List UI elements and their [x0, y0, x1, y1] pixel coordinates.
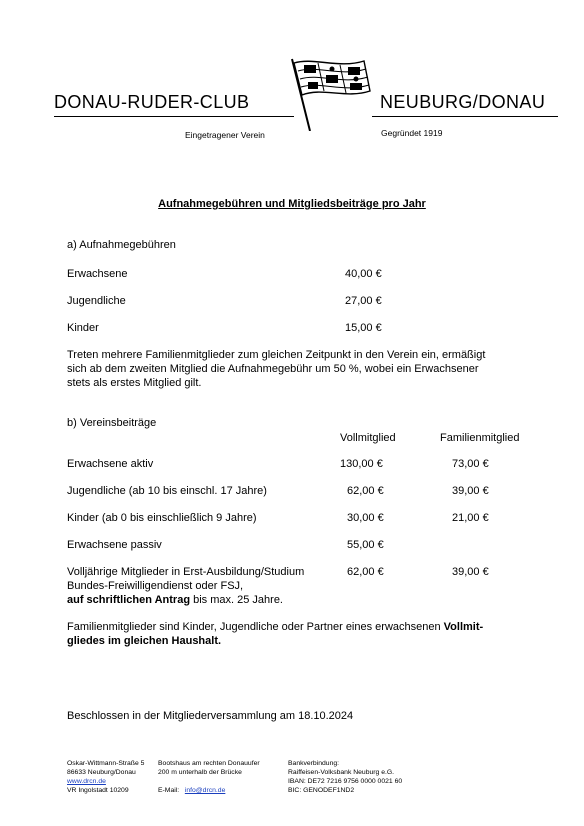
page-title: Aufnahmegebühren und Mitgliedsbeiträge pro Jahr: [158, 198, 426, 210]
fee-label-children: Kinder (ab 0 bis einschließlich 9 Jahre): [67, 512, 257, 524]
footer-email-link[interactable]: info@drcn.de: [184, 787, 226, 794]
footer-email-row: [158, 786, 260, 795]
admission-note-line-1: Treten mehrere Familienmitglieder zum gleichen Zeitpunkt in den Verein ein, ermäßigt: [67, 349, 486, 361]
admission-label-adults: Erwachsene: [67, 268, 128, 280]
fee-label-youth: Jugendliche (ab 10 bis einschl. 17 Jahre): [67, 485, 267, 497]
admission-note-line-2: sich ab dem zweiten Mitglied die Aufnahmegebühr um 50 %, wobei ein Erwachsener: [67, 363, 479, 375]
footer-bank: [288, 759, 402, 795]
fee-special-line-3: [67, 594, 283, 606]
col-full-header: Vollmitglied: [340, 432, 396, 444]
footer-bank-bic: BIC: GENODEF1ND2: [288, 787, 355, 794]
footer-boathouse-line-2: 200 m unterhalb der Brücke: [158, 769, 242, 776]
fee-family-special: 39,00 €: [452, 566, 489, 578]
decision-text: Beschlossen in der Mitgliederversammlung am 18.10.2024: [67, 710, 354, 722]
footer-bank-name: Raiffeisen-Volksbank Neuburg e.G.: [288, 769, 395, 776]
footer-email-label: E-Mail:: [158, 787, 180, 794]
footer-bank-iban: IBAN: DE72 7216 9756 0000 0021 60: [288, 778, 403, 785]
fee-label-adults-passive: Erwachsene passiv: [67, 539, 162, 551]
footer-register: VR Ingolstadt 10209: [67, 787, 129, 794]
registered-label: Eingetragener Verein: [185, 130, 265, 140]
admission-label-youth: Jugendliche: [67, 295, 126, 307]
family-note-bold-1: Vollmit-: [443, 621, 484, 633]
fee-special-line-2: Bundes-Freiwilligendienst oder FSJ,: [67, 580, 244, 592]
fee-label-adults-active: Erwachsene aktiv: [67, 458, 154, 470]
fee-family-children: 21,00 €: [452, 512, 489, 524]
footer-street: Oskar-Wittmann-Straße 5: [67, 760, 145, 767]
admission-label-children: Kinder: [67, 322, 99, 334]
fee-full-adults-passive: 55,00 €: [347, 539, 384, 551]
header-rule-left: [54, 116, 294, 117]
footer-city: 86633 Neuburg/Donau: [67, 769, 136, 776]
club-name-right: NEUBURG/DONAU: [380, 92, 546, 112]
fee-special-line-1: Volljährige Mitglieder in Erst-Ausbildung/Studium: [67, 566, 305, 578]
fee-family-youth: 39,00 €: [452, 485, 489, 497]
admission-note-line-3: stets als erstes Mitglied gilt.: [67, 377, 202, 389]
admission-heading: a) Aufnahmegebühren: [67, 239, 176, 251]
founded-label: Gegründet 1919: [381, 128, 443, 138]
footer-boathouse: [158, 759, 260, 795]
family-note-line-1: [67, 621, 483, 633]
footer-website-link[interactable]: www.drcn.de: [67, 778, 106, 785]
fee-full-adults-active: 130,00 €: [340, 458, 383, 470]
header-rule-right: [372, 116, 558, 117]
fee-special-emphasis: auf schriftlichen Antrag: [67, 594, 191, 606]
admission-amount-adults: 40,00 €: [345, 268, 382, 280]
club-name-left: DONAU-RUDER-CLUB: [54, 92, 250, 112]
fee-full-children: 30,00 €: [347, 512, 384, 524]
club-flag-logo: [284, 55, 380, 131]
footer-address: [67, 759, 144, 795]
admission-amount-youth: 27,00 €: [345, 295, 382, 307]
footer-bank-heading: Bankverbindung:: [288, 760, 340, 767]
fee-full-special: 62,00 €: [347, 566, 384, 578]
family-note-plain: Familienmitglieder sind Kinder, Jugendliche oder Partner eines erwachsenen: [67, 621, 444, 633]
fee-family-adults-active: 73,00 €: [452, 458, 489, 470]
fee-full-youth: 62,00 €: [347, 485, 384, 497]
footer-boathouse-line-1: Bootshaus am rechten Donauufer: [158, 760, 260, 767]
fee-special-rest: bis max. 25 Jahre.: [190, 594, 283, 606]
col-family-header: Familienmitglied: [440, 432, 520, 444]
family-note-line-2: gliedes im gleichen Haushalt.: [67, 635, 222, 647]
fees-heading: b) Vereinsbeiträge: [67, 417, 157, 429]
admission-amount-children: 15,00 €: [345, 322, 382, 334]
